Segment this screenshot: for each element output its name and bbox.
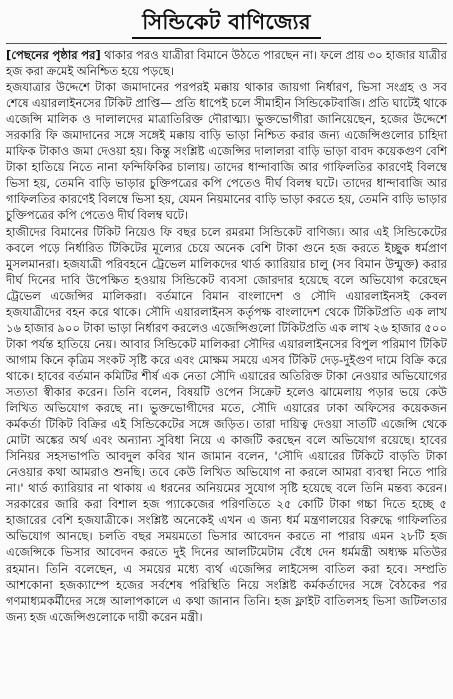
continuation-marker: [পেছনের পৃষ্ঠার পর] (6, 48, 101, 62)
paragraph-text: হাজীদের বিমানের টিকিট নিয়েও ফি বছর চলে রমরমা সিন্ডিকেট বাণিজ্য। আর এই সিন্ডিকেটের কবলে পড়ে নির্ধারিত টিকিটের মূল্যের চেয়ে অনেক বেশি টাকা গুনে হজ করতে ইচ্ছুক ধর্মপ্রাণ মুসলমানরা। হজযাত্রী পরিবহনে ট্রেভেল মালিকদের থার্ড ক্যারিয়ার চালু (সব বিমান উন্মুক্ত) করার দীর্ঘ দিনের দাবি উপেক্ষিত হওয়ায় সিন্ডিকেট ব্যবসা জোরদার হয়েছে বলে অভিযোগ করেছেন ট্রেভেল এজেন্সির মালিকরা। বর্তমানে বিমান বাংলাদেশ ও সৌদি এয়ারলাইনসই কেবল হজযাত্রীদের বহন করে থাকে। সৌদি এয়ারলাইনস কর্তৃপক্ষ বাংলাদেশ থেকে টিকিটপ্রতি এক লাখ ১৬ হাজার ৯০০ টাকা ভাড়া নির্ধারণ করলেও এজেন্সিগুলো টিকিটপ্রতি এক লাখ ২৬ হাজার ৫০০ টাকা পর্যন্ত হাতিয়ে নেয়। আবার সিন্ডিকেট মালিকরা সৌদির এয়ারলাইনসের বিপুল পরিমাণ টিকিট আগাম কিনে কৃত্রিম সংকট সৃষ্টি করে এবং মোক্ষম সময়ে এসব টিকিট দেড়-দুইগুণ দামে বিক্রি করে থাকে। হাবের বর্তমান কমিটির শীর্ষ এক নেতা সৌদি এয়ারের অতিরিক্ত টাকা নেওয়ার অভিযোগের সত্যতা স্বীকার করেন। তিনি বলেন, বিষয়টি ওপেন সিক্রেট হলেও ঝামেলায় পড়ার ভয়ে কেউ লিখিত অভিযোগ করছে না। ভুক্তভোগীদের মতে, সৌদি এয়ারের ঢাকা অফিসের কয়েকজন কর্মকর্তা টিকিট বিক্রির এই সিন্ডিকেটের সঙ্গে জড়িত। তারা দায়িত্ব দেওয়া সাতটি এজেন্সি থেকে মোটা অঙ্কের অর্থ এবং অন্যান্য সুবিধা নিয়ে এ কাজটি করছেন বলে অভিযোগ রয়েছে। হাবের সিনিয়র সহসভাপতি আবদুল কবির খান জামান বলেন, 'সৌদি এয়ারের টিকিটে বাড়তি টাকা নেওয়ার কথা আমরাও শুনছি। তবে কেউ লিখিত অভিযোগ না করলে আমরা ব্যবস্থা নিতে পারি না।' থার্ড ক্যারিয়ার না থাকায় এ ধরনের অনিয়মের সুযোগ সৃষ্টি হয়েছে বলে তিনি মন্তব্য করেন। সরকারের জারি করা বিশাল হজ প্যাকেজের পরিণতিতে ২৫ কোটি টাকা গচ্চা দিতে হচ্ছে ৫ হাজারের বেশি হজযাত্রীকে। সংশ্লিষ্ট অনেকেই এখন এ জন্য ধর্ম মন্ত্রণালয়ের বিরুদ্ধে গাফিলতির অভিযোগ আনছে। চলতি বছর সময়মতো ভিসার আবেদন করতে না পারায় এমন ২৮টি হজ এজেন্সিকে ভিসার আবেদন করতে দুই দিনের আলটিমেটাম বেঁধে দেন ধর্মমন্ত্রী অধ্যক্ষ মতিউর রহমান। তিনি বলেছেন, এ সময়ের মধ্যে ব্যর্থ এজেন্সির লাইসেন্স বাতিল করা হবে। সম্প্রতি আশকোনা হজক্যাম্পে হজের সর্বশেষ পরিস্থিতি নিয়ে সংশ্লিষ্ট কর্মকর্তাদের সঙ্গে বৈঠকের পর গণমাধ্যমকর্মীদের সঙ্গে আলাপকালে এ কথা জানান তিনি। হজ ফ্লাইট বাতিলসহ ভিসা জটিলতার জন্য হজ এজেন্সিগুলোকে দায়ী করেন মন্ত্রী। (6, 224, 447, 624)
article-body (6, 47, 447, 625)
paragraph-text: থাকার পরও যাত্রীরা বিমানে উঠতে পারছেন না। ফলে প্রায় ৩০ হাজার যাত্রীর হজ করা ক্রমেই অনিশ্চিত হয়ে পড়ছে। (6, 48, 447, 79)
paragraph (6, 224, 447, 625)
paragraph (6, 79, 447, 223)
headline: সিন্ডিকেট বাণিজ্যের (132, 8, 321, 39)
paragraph (6, 47, 447, 79)
divider-rule (6, 43, 447, 44)
headline-area (6, 8, 447, 39)
paragraph-text: হজযাত্রার উদ্দেশে টাকা জমাদানের পরপরই মক্কায় থাকার জায়গা নির্ধারণ, ভিসা সংগ্রহ ও সব শেষে এয়ারলাইনসের টিকিট প্রাপ্তি— প্রতি ধাপেই চলে সীমাহীন সিন্ডিকেটবাজি। প্রতি ঘাটেই থাকে এজেন্সি মালিক ও দালালদের মাত্রাতিরিক্ত দৌরাত্ম্য। ভুক্তভোগীরা জানিয়েছেন, হজের উদ্দেশে সরকারি ফি জমাদানের সঙ্গে সঙ্গেই মক্কায় বাড়ি ভাড়া নিশ্চিত করার জন্য এজেন্সিগুলোর চাহিদা মাফিক টাকাও জমা দেওয়া হয়। কিন্তু সংশ্লিষ্ট এজেন্সির দালালরা বাড়ি ভাড়া বাবদ কয়েকগুণ বেশি টাকা হাতিয়ে নিতে নানা ফন্দিফিকির চালায়। তাদের ধান্দাবাজি আর গাফিলতির কারণেই বিলম্বে ভিসা হয়, তেমনি বাড়ি ভাড়ার চুক্তিপত্রের কপি পেতেও দীর্ঘ বিলম্ব ঘটে। তাদের ধান্দাবাজি আর গাফিলতির কারণেই বিলম্বে ভিসা হয়, যেমন নিয়মানের বাড়ি ভাড়া করতে হয়, তেমনি বাড়ি ভাড়ার চুক্তিপত্রের কপি পেতেও দীর্ঘ বিলম্ব ঘটে। (6, 80, 447, 223)
